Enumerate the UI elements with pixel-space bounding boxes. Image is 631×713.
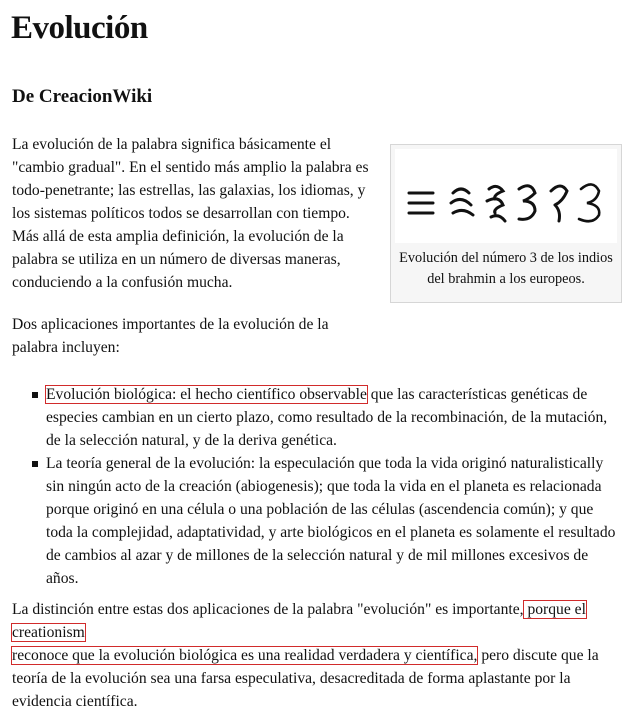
list-item-text: que las características genéticas de especies cambian en un cierto plazo, como resultado de la recombinación, de la mutación, de la selección natural, y de la deriva genética. (46, 386, 608, 449)
page-subtitle: De CreacionWiki (12, 86, 153, 107)
page-title: Evolución (11, 10, 148, 46)
numeral-glyphs (395, 149, 617, 243)
applications-intro: Dos aplicaciones importantes de la evolución de la palabra incluyen: (12, 316, 329, 356)
figure-caption: Evolución del número 3 de los indios del brahmin a los europeos. (399, 250, 613, 287)
intro-paragraph: La evolución de la palabra significa básicamente el "cambio gradual". En el sentido más amplio la palabra es todo-penetrante; las estrellas, las galaxias, los idiomas, y los sistemas políticos todos se desarrollan con tiempo. Más allá de esta amplia definición, la evolución de la palabra se utiliza en un número de diversas maneras, conduciendo a la confusión mucha. (12, 136, 369, 291)
conclusion-paragraph (12, 598, 624, 713)
applications-list (30, 383, 618, 590)
highlight-creationism: porque el creationism (12, 601, 586, 641)
list-item (30, 452, 618, 590)
bullet-icon (32, 461, 38, 467)
glyph-early-form (451, 189, 473, 215)
highlight-biological-evolution: Evolución biológica: el hecho científico observable (46, 386, 367, 403)
conclusion-text-end: pero discute que la teoría de la evolución sea una farsa especulativa, desacreditada de forma aplastante por la evidencia científica. (12, 647, 599, 710)
bullet-icon (32, 392, 38, 398)
glyph-medieval-form (487, 186, 505, 221)
highlight-recognizes: reconoce que la evolución biológica es una realidad verdadera y científica, (12, 647, 478, 664)
conclusion-text: La distinción entre estas dos aplicaciones de la palabra "evolución" es importante, (12, 601, 524, 618)
list-item-text: La teoría general de la evolución: la especulación que toda la vida originó naturalistically sin ningún acto de la creación (abiogenesis); que toda la vida en el planeta es relacionada porque originó en una célula o una población de las células (ascendencia común); y que toda la complejidad, adaptatividad, y arte biológicos en el planeta es solamente el resultado de cambios al azar y de millones de la selección natural y de mil millones excesivos de años. (46, 455, 616, 587)
numeral-evolution-image[interactable] (395, 149, 617, 243)
figure-box (390, 144, 622, 303)
list-item (30, 383, 618, 452)
glyph-brahmi (409, 193, 433, 213)
glyph-european-3 (579, 184, 599, 221)
glyph-transition-form (551, 186, 567, 221)
glyph-arabic-form (519, 186, 535, 220)
